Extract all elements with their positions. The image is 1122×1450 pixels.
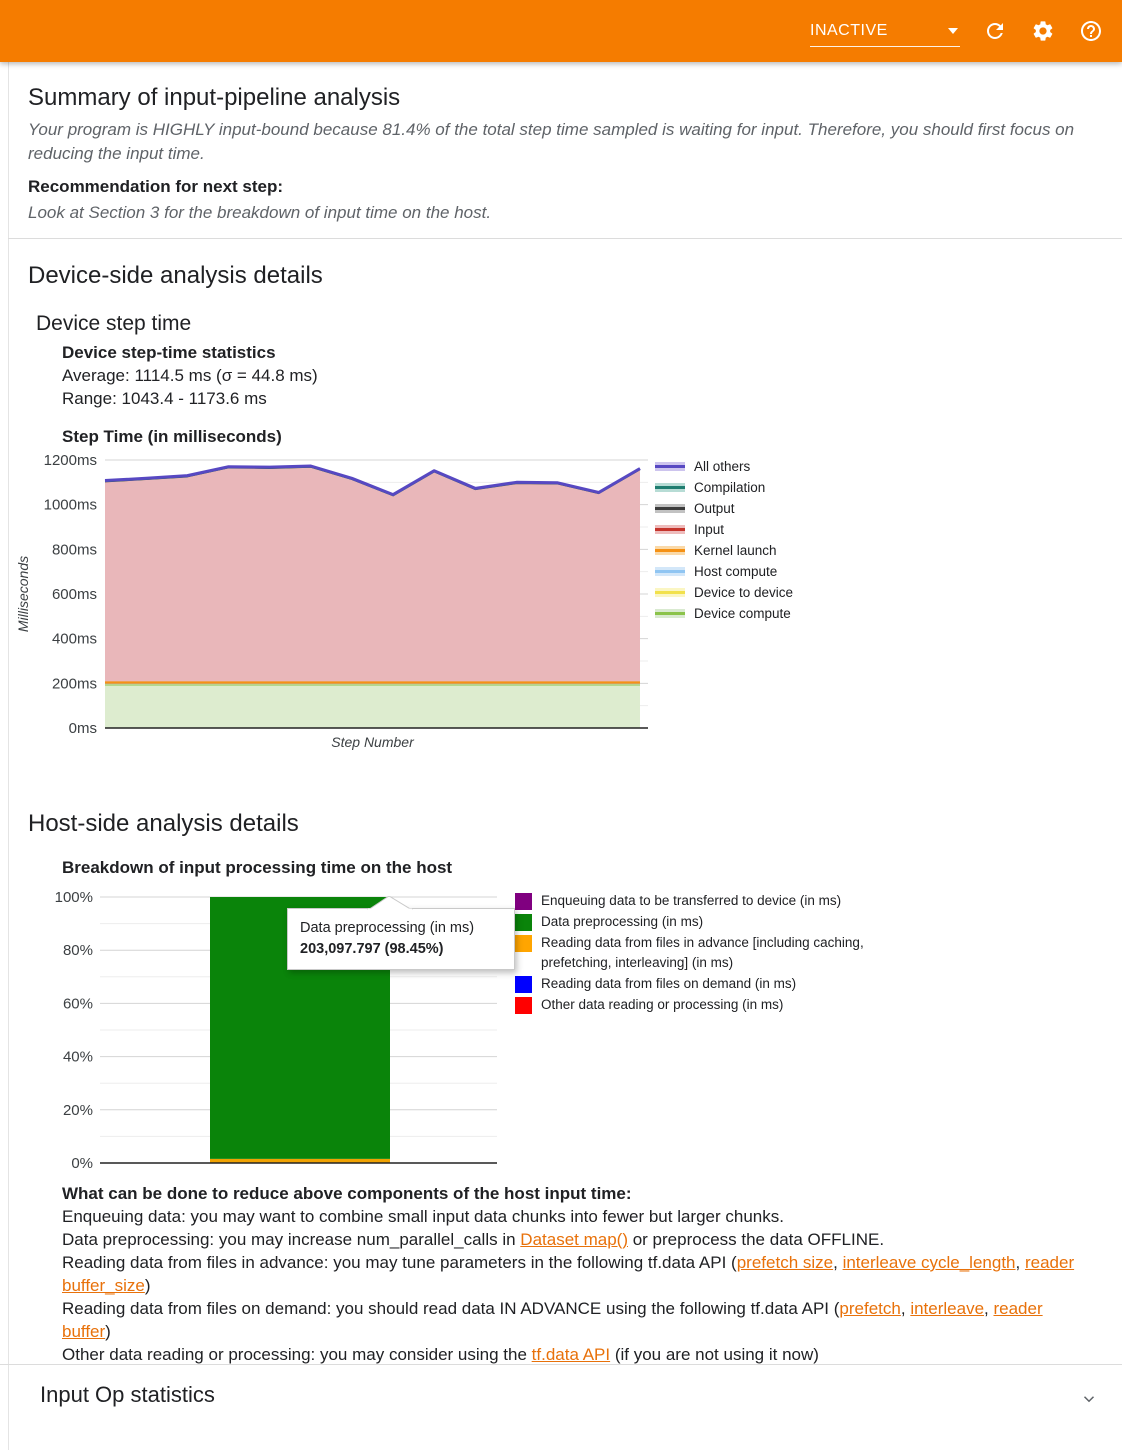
- legend-swatch: [515, 976, 532, 993]
- advice-text: Reading data from files on demand: you should read data IN ADVANCE using the following tf.data API (: [62, 1299, 840, 1318]
- refresh-button[interactable]: [982, 18, 1008, 44]
- legend-item: [655, 498, 793, 519]
- legend-label: Data preprocessing (in ms): [541, 914, 704, 929]
- y-tick-label: 600ms: [51, 586, 97, 603]
- bar-tooltip: [287, 908, 515, 970]
- advice-text: Data preprocessing: you may increase num_parallel_calls in: [62, 1230, 521, 1249]
- device-stats-average: Average: 1114.5 ms (σ = 44.8 ms): [62, 366, 318, 385]
- advice-text: ,: [984, 1299, 994, 1318]
- legend-swatch: [515, 893, 532, 910]
- chevron-down-icon: [1085, 1397, 1094, 1402]
- legend-label: Device to device: [694, 585, 794, 600]
- y-tick-label: 0ms: [68, 720, 97, 737]
- legend-line: [655, 465, 685, 468]
- y-tick-label: 200ms: [51, 675, 97, 693]
- y-tick-label: 100%: [54, 889, 93, 906]
- advice-line: [62, 1343, 1076, 1366]
- tooltip-callout: [364, 896, 416, 910]
- legend-label: Reading data from files in advance [including caching, prefetching, interleaving] (in ms): [541, 935, 864, 970]
- advice-text: or preprocess the data OFFLINE.: [628, 1230, 885, 1249]
- legend-swatch: [655, 588, 685, 597]
- advice-text: Enqueuing data: you may want to combine small input data chunks into fewer but larger chunks.: [62, 1207, 784, 1226]
- advice-link[interactable]: interleave: [910, 1299, 985, 1318]
- advice-link[interactable]: Dataset map(): [520, 1230, 628, 1249]
- y-tick-label: 40%: [62, 1048, 93, 1066]
- advice-link[interactable]: tf.data API: [531, 1345, 611, 1364]
- tooltip-value: 203,097.797 (98.45%): [300, 941, 444, 957]
- legend-item: [655, 477, 793, 498]
- advice-text: ,: [1015, 1253, 1025, 1272]
- y-axis-label: Milliseconds: [15, 555, 31, 633]
- app-header: [0, 0, 1122, 62]
- advice-text: Reading data from files in advance: you may tune parameters in the following tf.data API (: [62, 1253, 737, 1272]
- legend-line: [655, 507, 685, 510]
- advice-text: ): [105, 1322, 111, 1341]
- legend-line: [655, 612, 685, 615]
- advice-line: [62, 1205, 1076, 1228]
- device-stats-range: Range: 1043.4 - 1173.6 ms: [62, 389, 267, 408]
- host-heading: Host-side analysis details: [28, 810, 299, 837]
- legend-label: Output: [694, 501, 735, 516]
- legend-swatch: [655, 504, 685, 513]
- advice-text: ,: [833, 1253, 843, 1272]
- legend-item: [655, 561, 793, 582]
- device-heading: Device-side analysis details: [28, 262, 323, 289]
- legend-swatch: [515, 997, 532, 1014]
- tooltip-series-name: Data preprocessing (in ms): [300, 920, 475, 936]
- help-icon: [1079, 19, 1103, 43]
- device-chart-legend: [655, 456, 793, 624]
- legend-label: Other data reading or processing (in ms): [541, 997, 784, 1012]
- y-tick-label: 20%: [62, 1101, 93, 1119]
- y-tick-label: 80%: [62, 942, 93, 960]
- device-chart-title: Step Time (in milliseconds): [62, 427, 282, 446]
- advice-title: What can be done to reduce above components of the host input time:: [62, 1184, 632, 1203]
- device-subheading: Device step time: [36, 312, 192, 335]
- legend-line: [655, 486, 685, 489]
- advice-text: (if you are not using it now): [610, 1345, 819, 1364]
- legend-item: [515, 974, 871, 994]
- device-stats-title: Device step-time statistics: [62, 343, 276, 362]
- y-tick-label: 0%: [71, 1155, 93, 1172]
- legend-label: All others: [694, 459, 751, 474]
- settings-button[interactable]: [1030, 18, 1056, 44]
- legend-line: [655, 570, 685, 573]
- host-chart-title: Breakdown of input processing time on the host: [62, 858, 453, 877]
- x-axis-label: Step Number: [331, 734, 414, 750]
- advice-line: [62, 1251, 1076, 1297]
- y-tick-label: 1000ms: [43, 496, 97, 514]
- advice-line: [62, 1228, 1076, 1251]
- legend-item: [515, 995, 871, 1015]
- legend-item: [655, 456, 793, 477]
- legend-line: [655, 528, 685, 531]
- advice-link[interactable]: reader buffer: [62, 1299, 1043, 1341]
- section-divider: [8, 238, 1122, 239]
- legend-swatch: [655, 609, 685, 618]
- y-tick-label: 400ms: [51, 630, 97, 648]
- legend-label: Host compute: [694, 564, 778, 579]
- summary-body: Your program is HIGHLY input-bound because 81.4% of the total step time sampled is waiting for input. Therefore, you should first focus on reducing the input time.: [28, 120, 1075, 163]
- legend-label: Enqueuing data to be transferred to device (in ms): [541, 893, 842, 908]
- legend-swatch: [655, 567, 685, 576]
- summary-title: Summary of input-pipeline analysis: [28, 84, 401, 111]
- recommendation-body: Look at Section 3 for the breakdown of input time on the host.: [28, 203, 492, 222]
- advice-link[interactable]: prefetch size: [736, 1253, 834, 1272]
- legend-item: [655, 540, 793, 561]
- legend-label: Reading data from files on demand (in ms): [541, 976, 797, 991]
- bottom-divider: [0, 1364, 1122, 1365]
- legend-line: [655, 591, 685, 594]
- advice-link[interactable]: reader buffer_size: [62, 1253, 1075, 1295]
- legend-swatch: [655, 546, 685, 555]
- caret-down-icon: [948, 28, 958, 34]
- advice-text: ,: [900, 1299, 911, 1318]
- advice-line: [62, 1297, 1076, 1343]
- y-tick-label: 1200ms: [43, 452, 97, 469]
- help-button[interactable]: [1078, 18, 1104, 44]
- advice-link[interactable]: prefetch: [839, 1299, 901, 1318]
- device-step-time-chart: [0, 445, 660, 763]
- legend-swatch: [515, 914, 532, 931]
- y-tick-label: 60%: [62, 995, 93, 1013]
- refresh-icon: [983, 19, 1007, 43]
- legend-line: [655, 549, 685, 552]
- input-op-heading: Input Op statistics: [40, 1382, 215, 1407]
- area-input: [105, 467, 640, 682]
- advice-text: ): [144, 1276, 151, 1295]
- host-advice: [62, 1182, 1076, 1366]
- run-mode-value: INACTIVE: [810, 21, 888, 39]
- gear-icon: [1031, 19, 1055, 43]
- recommendation-label: Recommendation for next step:: [28, 177, 284, 196]
- legend-swatch: [655, 483, 685, 492]
- host-chart-legend: [515, 891, 871, 1016]
- legend-swatch: [515, 935, 532, 952]
- expand-input-op-button[interactable]: [1080, 1390, 1098, 1408]
- legend-label: Input: [694, 522, 725, 537]
- legend-swatch: [655, 525, 685, 534]
- advice-link[interactable]: interleave cycle_length: [842, 1253, 1016, 1272]
- device-stats: [62, 341, 318, 410]
- legend-item: [515, 912, 871, 932]
- legend-item: [515, 891, 871, 911]
- legend-label: Compilation: [694, 480, 766, 495]
- legend-item: [655, 603, 793, 624]
- legend-swatch: [655, 462, 685, 471]
- area-device-compute: [105, 685, 640, 728]
- run-mode-select[interactable]: [810, 16, 960, 47]
- advice-text: Other data reading or processing: you may consider using the: [62, 1345, 532, 1364]
- legend-label: Kernel launch: [694, 543, 777, 558]
- legend-label: Device compute: [694, 606, 791, 621]
- legend-item: [655, 582, 793, 603]
- legend-item: [515, 933, 871, 973]
- y-tick-label: 800ms: [51, 541, 97, 559]
- legend-item: [655, 519, 793, 540]
